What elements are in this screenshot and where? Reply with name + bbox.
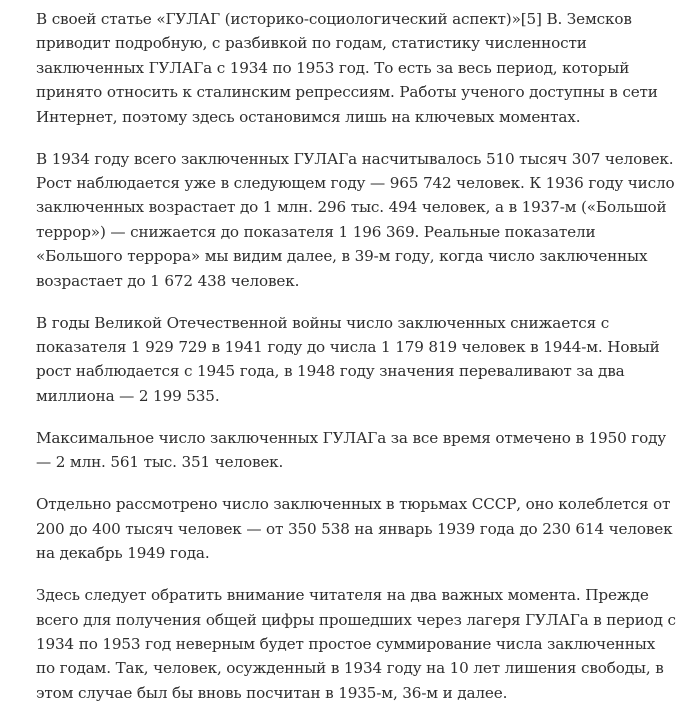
paragraph-max-1950: Максимальное число заключенных ГУЛАГа за все время отмечено в 1950 году — 2 млн. 561 тыс. 351 человек. <box>36 428 667 472</box>
paragraph-caveats: Здесь следует обратить внимание читателя на два важных момента. Прежде всего для получения общей цифры прошедших через лагеря ГУЛАГа в период с 1934 по 1953 год неверным будет простое суммирование числа заключенных по годам. Так, человек, осужденный в 1934 году на 10 лет лишения свободы, в этом случае был бы вновь посчитан в 1935-м, 36-м и далее. <box>36 586 676 702</box>
paragraph-intro: В своей статье «ГУЛАГ (историко-социологический аспект)»[5] В. Земсков приводит подробную, с разбивкой по годам, статистику численности заключенных ГУЛАГа с 1934 по 1953 год. То есть за весь период, который принято относить к сталинским репрессиям. Работы ученого доступны в сети Интернет, поэтому здесь остановимся лишь на ключевых моментах. <box>36 10 658 126</box>
paragraph-prewar-stats: В 1934 году всего заключенных ГУЛАГа насчитывалось 510 тысяч 307 человек. Рост наблюдается уже в следующем году — 965 742 человек. К 1936 году число заключенных возрастает до 1 млн. 296 тыс. 494 человек, а в 1937-м («Большой террор») — снижается до показателя 1 196 369. Реальные показатели «Большого террора» мы видим далее, в 39-м году, когда число заключенных возрастает до 1 672 438 человек. <box>36 149 675 290</box>
paragraph-prisons: Отдельно рассмотрено число заключенных в тюрьмах СССР, оно колеблется от 200 до 400 тысяч человек — от 350 538 на январь 1939 года до 230 614 человек на декабрь 1949 года. <box>36 495 673 563</box>
paragraph-war-stats: В годы Великой Отечественной войны число заключенных снижается с показателя 1 929 729 в 1941 году до числа 1 179 819 человек в 1944-м. Новый рост наблюдается с 1945 года, в 1948 году значения переваливают за два миллиона — 2 199 535. <box>36 313 660 405</box>
